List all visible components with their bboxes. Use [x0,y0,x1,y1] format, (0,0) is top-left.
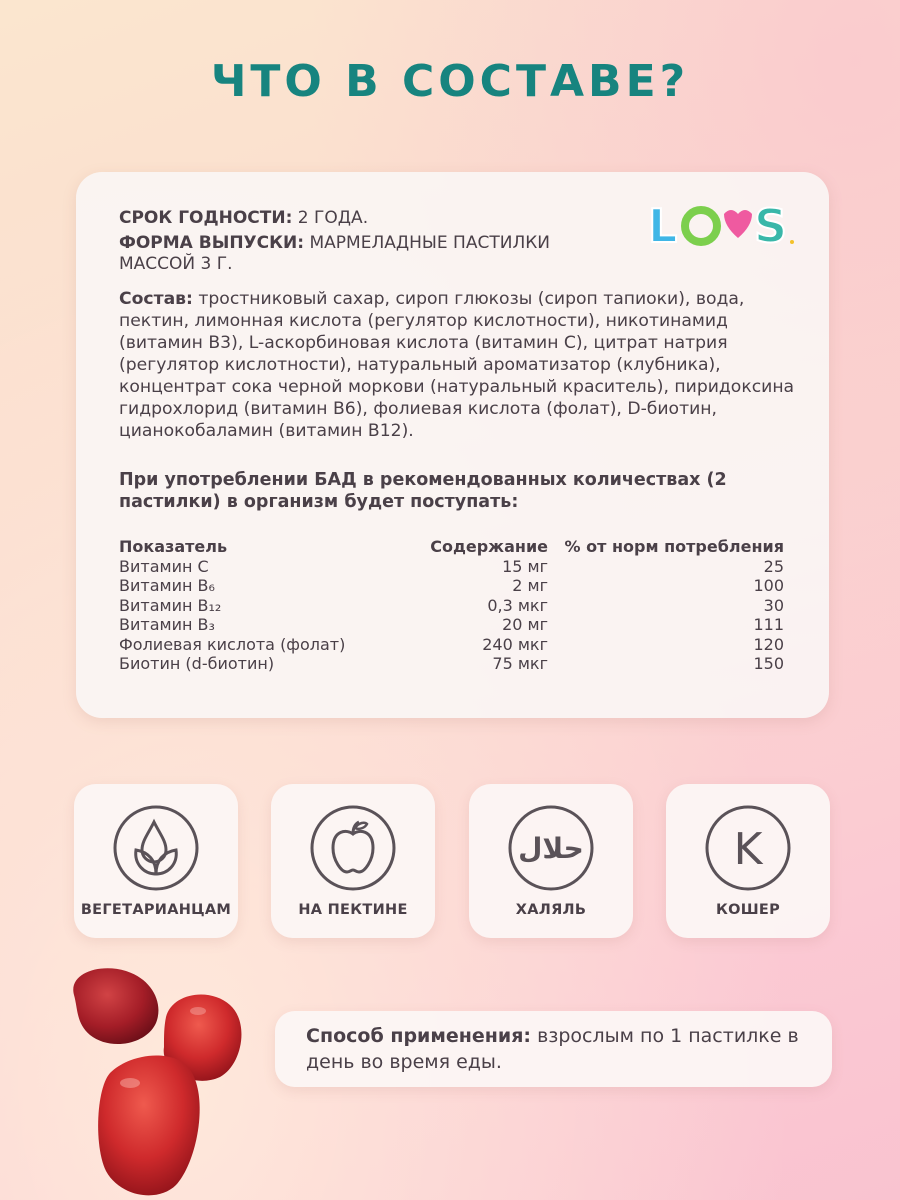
row-amount: 75 мкг [492,654,548,673]
info-card [76,172,829,718]
row-name: Витамин В₁₂ [119,595,222,615]
table-row [119,635,784,655]
nutrition-table [119,537,784,674]
page-title: ЧТО В СОСТАВЕ? [210,56,690,107]
product-meta [119,208,589,279]
row-amount: 2 мг [512,576,548,595]
badge-label: НА ПЕКТИНЕ [298,902,408,918]
logo-letter-v-heart [724,210,752,238]
row-name: Витамин В₃ [119,615,215,634]
row-amount: 20 мг [502,615,548,634]
badge-label: КОШЕР [715,902,781,918]
brand-logo [646,198,796,250]
halal-icon [507,804,595,892]
table-row [119,576,784,596]
kosher-glyph: K [733,824,763,875]
usage-instructions [275,1011,832,1087]
usage-label: Способ применения: [306,1025,532,1047]
table-row [119,615,784,635]
table-row [119,654,784,674]
row-percent: 100 [753,576,784,595]
table-header [119,537,784,557]
apple-icon [309,804,397,892]
shelf-life [119,208,589,229]
intake-heading: При употреблении БАД в рекомендованных количествах (2 пастилки) в организм будет поступать: [119,470,727,512]
logo-letter-l: L [648,199,678,250]
shelf-life-label: СРОК ГОДНОСТИ: [119,208,293,228]
row-amount: 0,3 мкг [487,595,548,615]
header-content: Содержание [430,537,548,556]
badge-label: ХАЛЯЛЬ [515,902,587,918]
gummies-image [60,965,260,1200]
badge-pectin [271,784,435,938]
row-percent: 150 [753,654,784,673]
shelf-life-value: 2 ГОДА. [292,208,369,228]
halal-glyph: حلال [518,832,584,865]
composition-body: тростниковый сахар, сироп глюкозы (сироп тапиоки), вода, пектин, лимонная кислота (регулятор кислотности), никотинамид (витамин В3), L-аскорбиновая кислота (витамин С), цитрат натрия (регулятор кислотности), натуральный ароматизатор (клубника), концентрат сока черной моркови (натуральный краситель), пиридоксина гидрохлорид (витамин В6), фолиевая кислота (фолат), D-биотин, цианокобаламин (витамин В12). [119,289,795,441]
row-amount: 15 мг [502,556,548,576]
badge-label: ВЕГЕТАРИАНЦАМ [80,902,232,918]
row-name: Витамин С [119,556,209,576]
release-form-label: ФОРМА ВЫПУСКИ: [119,233,305,253]
row-percent: 120 [753,634,784,654]
row-percent: 111 [753,615,784,634]
feature-badges [74,784,830,938]
header-percent: % от норм потребления [564,537,784,556]
header-indicator: Показатель [119,537,228,556]
logo-letter-o [685,210,717,242]
row-amount: 240 мкг [482,634,548,654]
badge-vegetarian [74,784,238,938]
row-name: Биотин (d-биотин) [119,654,275,673]
logo-letter-s: S [754,199,788,250]
composition-label: Состав: [119,289,193,309]
composition-text [119,288,799,442]
badge-halal [469,784,633,938]
table-row [119,557,784,577]
release-form-value: МАРМЕЛАДНЫЕ ПАСТИЛКИ МАССОЙ 3 Г. [119,233,551,274]
table-row [119,596,784,616]
row-name: Витамин В₆ [119,576,215,595]
kosher-icon [704,804,792,892]
row-percent: 25 [763,556,784,576]
row-percent: 30 [763,595,784,615]
release-form [119,233,589,275]
leaf-drop-icon [112,804,200,892]
usage-text: взрослым по 1 пастилке в день во время еды. [306,1025,799,1073]
row-name: Фолиевая кислота (фолат) [119,634,346,654]
badge-kosher [666,784,830,938]
